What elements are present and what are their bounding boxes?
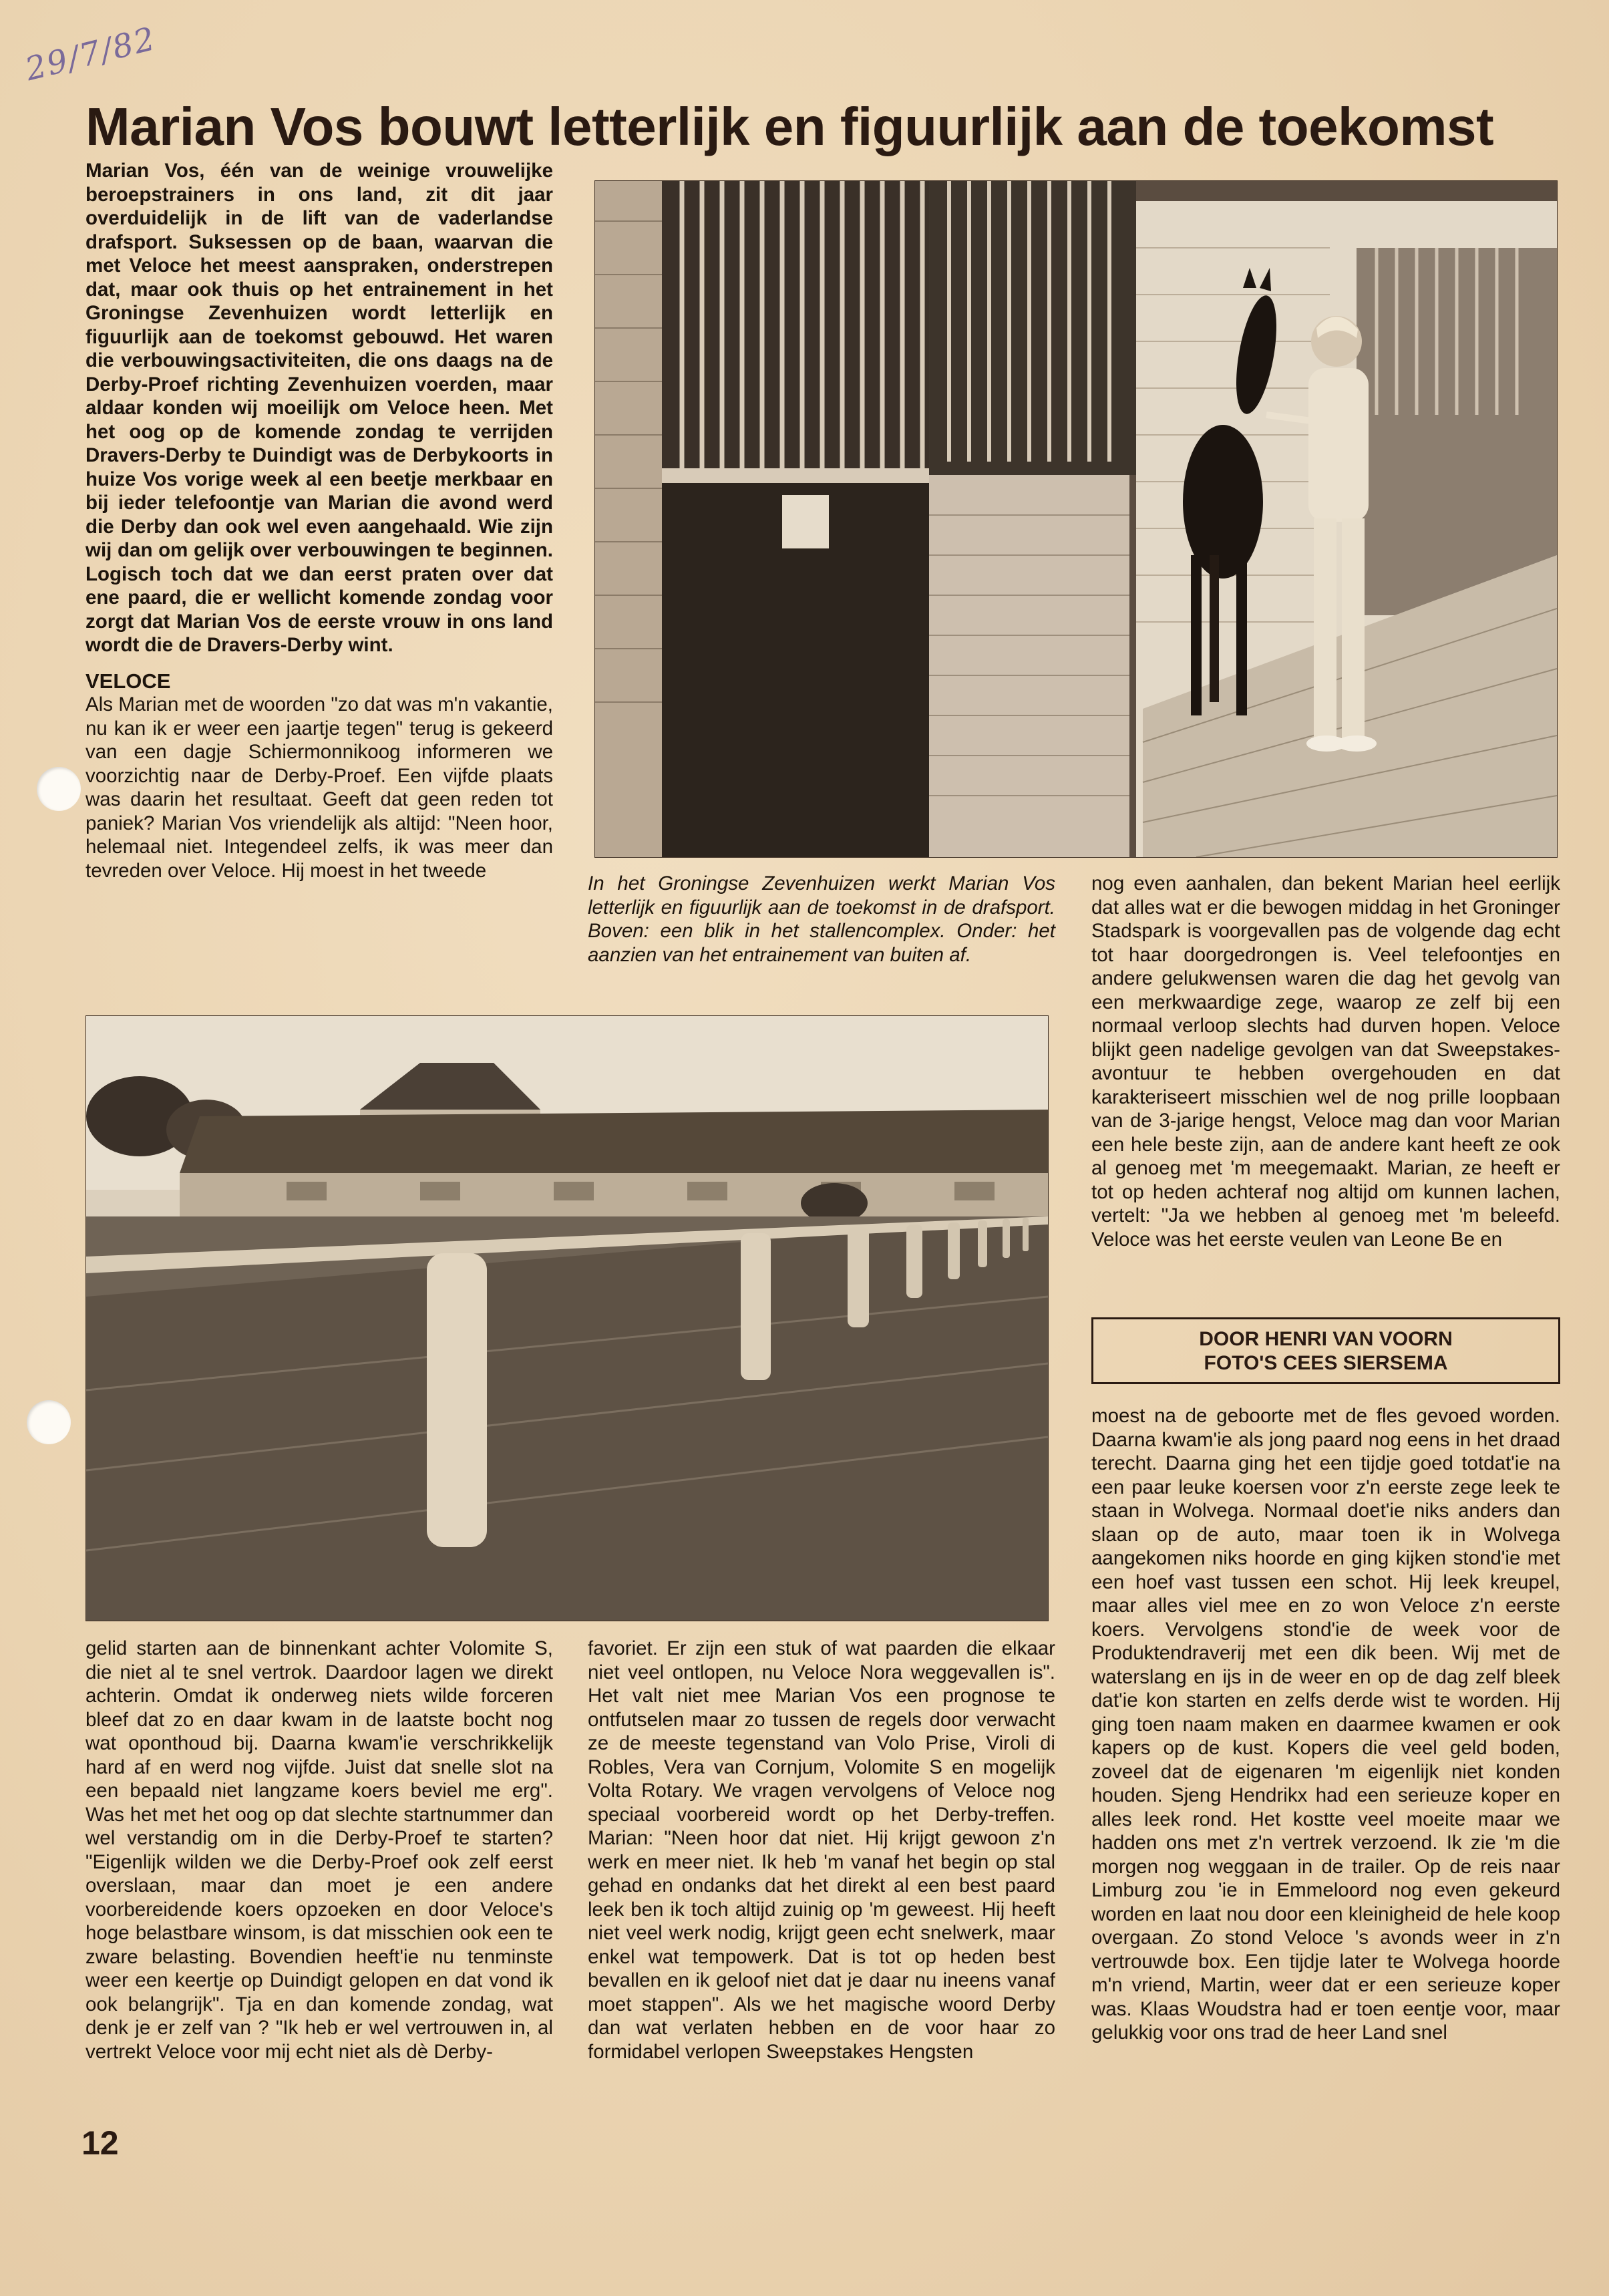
column-3-bottom-text: moest na de geboorte met de fles gevoed worden. Daarna kwam'ie als jong paard nog eens in het draad terecht. Daarna ging het een tijdje goed totdat'ie na een paar leuke koersen voor z'n eerste zege leek te staan in Wolvega. Normaal doet'ie niks anders dan slaan op de auto, maar toen ik in Wolvega aangekomen niks hoorde en ging kijken stond'ie met een hoef vast tussen een schot. Hij leek kreupel, maar alles viel mee en zo won Veloce z'n eerste koers. Vervolgens stond'ie de week voor de Produktendraverij met een dik been. Wij met de waterslang en ijs in de weer en op de dag zelf bleek dat'ie kon starten en zelfs derde wist te worden. Hij ging toen naam maken en daarmee kwamen er ook kapers op de kust. Kopers die veel geld boden, zoveel dat de eigenaren 'm eigenlijk niet konden houden. Sjeng Hendrikx had een serieuze koper en alles leek rond. Het kostte veel moeite maar we hadden ons met z'n vertrek verzoend. Ik zie 'm die morgen nog weggaan in de trailer. Op de reis naar Limburg zou 'ie in Emmeloord nog even gekeurd worden en laat nou door een kleinigheid de hele koop overgaan. Zo stond Veloce 's avonds weer in z'n vertrouwde box. Een tijdje later te Wolvega hoorde m'n vriend, Martin, weer dat er een serieuze koper was. Klaas Woudstra had er toen eentje voor, maar gelukkig voor ons trad de heer Land snel — [1091, 1405, 1560, 2043]
column-1-bottom-text: gelid starten aan de binnenkant achter Volomite S, die niet al te snel vertrok. Daardoor lagen we direkt achterin. Omdat ik onderweg niets wilde forceren bleef dat zo en daar kwam in de laatste bocht nog wat oponthoud bij. Daarna kwam'ie verschrikkelijk hard af en werd nog vijfde. Juist dat snelle slot na een bepaald niet langzame koers beviel me erg". Was het met het oog op dat slechte startnummer dan wel verstandig om in die Derby-Proef te starten? "Eigenlijk wilden we die Derby-Proef ook zelf eerst overslaan, maar dan moet je een andere voorbereidende koers opzoeken en door Veloce's hoge belastbare winsom, is dat misschien ook een te zware belasting. Bovendien heeft'ie nu tenminste weer een keertje op Duindigt gelopen en dat vond ik ook belangrijk". Tja en dan komende zondag, wat denk je er zelf van ? "Ik heb er wel vertrouwen in, al vertrekt Veloce voor mij echt niet als dè Derby- — [85, 1637, 553, 2063]
author-credit: DOOR HENRI VAN VOORN — [1199, 1328, 1453, 1350]
stable-photo-image — [595, 181, 1557, 857]
body-paragraph: Als Marian met de woorden "zo dat was m'n vakantie, nu kan ik er weer een jaartje tegen" terug is gekeerd van een dagje Schiermonnikoog informeren we voorzichtig naar de Derby-Proef. Een vijfde plaats was daarin het resultaat. Geeft dat geen reden tot paniek? Marian Vos vriendelijk als altijd: "Neen hoor, helemaal niet. Integendeel zelfs, ik was meer dan tevreden over Veloce. Hij moest in het tweede — [85, 693, 553, 882]
photo-caption: In het Groningse Zevenhuizen werkt Marian Vos letterlijk en figuurlijk aan de toekomst in de drafsport. Boven: een blik in het stallencomplex. Onder: het aanzien van het entrainement van buiten af. — [588, 872, 1055, 966]
training-grounds-photo — [85, 1015, 1049, 1621]
punch-hole-bottom — [27, 1400, 71, 1444]
page-number: 12 — [81, 2124, 119, 2162]
column-2-bottom-text: favoriet. Er zijn een stuk of wat paarden die elkaar niet veel ontlopen, nu Veloce Nora weggevallen is". Het valt niet mee Marian Vos een prognose te ontfutselen maar zo tussen de regels door verwacht ze de meeste tegenstand van Volo Prise, Viroli di Robles, Vera van Cornjum, Volomite S en mogelijk Volta Rotary. We vragen vervolgens of Veloce nog speciaal voorbereid wordt op het Derby-treffen. Marian: "Neen hoor dat niet. Hij krijgt gewoon z'n werk en meer niet. Ik heb 'm vanaf het begin op stal gehad en ondanks dat het direkt al een best paard leek ben ik toch altijd zuinig op 'm geweest. Hij heeft niet veel werk nodig, krijgt geen echt snelwerk, maar enkel wat tempowerk. Dat is tot op heden best bevallen en ik geloof niet dat je daar nu ineens vanaf moet stappen". Als we het magische woord Derby dan wat verlaten hebben en de voor haar zo formidabel verlopen Sweepstakes Hengsten — [588, 1637, 1055, 2063]
column-3-top-text: nog even aanhalen, dan bekent Marian heel eerlijk dat alles wat er die bewogen middag in het Groninger Stadspark is voorgevallen pas de volgende dag echt tot haar doorgedrongen is. Veel telefoontjes en andere gelukwensen waren die dag het gevolg van een merkwaardige zege, waarop ze zelf bij een normaal verloop slechts had durven hopen. Veloce blijkt geen nadelige gevolgen van dat Sweepstakes-avontuur te hebben overgehouden en dat karakteriseert misschien wel de nog prille loopbaan van de 3-jarige hengst, Veloce mag dan voor Marian een hele beste zijn, aan de andere kant heeft ze ook al genoeg met 'm meegemaakt. Marian, ze heeft er tot op heden achteraf nog altijd om kunnen lachen, vertelt: "Ja we hebben al genoeg met 'm beleefd. Veloce was het eerste veulen van Leone Be en — [1091, 872, 1560, 1251]
punch-hole-top — [37, 767, 81, 811]
intro-paragraph: Marian Vos, één van de weinige vrouwelijke beroepstrainers in ons land, zit dit jaar overduidelijk in de lift van de vaderlandse drafsport. Suksessen op de baan, waarvan die met Veloce het meest aanspraken, onderstrepen dat, maar ook thuis op het entrainement in het Groningse Zevenhuizen wordt letterlijk en figuurlijk aan de toekomst gebouwd. Het waren die verbouwingsactiviteiten, die ons daags na de Derby-Proef richting Zevenhuizen voerden, maar aldaar konden wij moeilijk om Veloce heen. Met het oog op de komende zondag te verrijden Dravers-Derby te Duindigt was de Derbykoorts in huize Vos vorige week al een beetje merkbaar en bij ieder telefoontje van Marian die avond werd die Derby dan ook wel even aangehaald. Wie zijn wij dan om gelijk over verbouwingen te beginnen. Logisch toch dat we dan eerst praten over dat ene paard, die er wellicht komende zondag voor zorgt dat Marian Vos de eerste vrouw in ons land wordt die de Dravers-Derby wint. — [85, 160, 553, 656]
training-grounds-image — [86, 1016, 1048, 1621]
column-2-bottom — [588, 1637, 1055, 2064]
handwritten-date: 29/7/82 — [21, 19, 160, 89]
column-3-bottom — [1091, 1404, 1560, 2045]
column-1-bottom — [85, 1637, 553, 2064]
headline: Marian Vos bouwt letterlijk en figuurlijk aan de toekomst — [85, 97, 1494, 156]
author-credit-box — [1091, 1317, 1560, 1384]
photo-credit: FOTO'S CEES SIERSEMA — [1204, 1352, 1448, 1374]
subhead-veloce: VELOCE — [85, 669, 171, 693]
column-1-top — [85, 159, 553, 882]
stable-photo — [594, 180, 1558, 858]
column-3-top — [1091, 872, 1560, 1251]
